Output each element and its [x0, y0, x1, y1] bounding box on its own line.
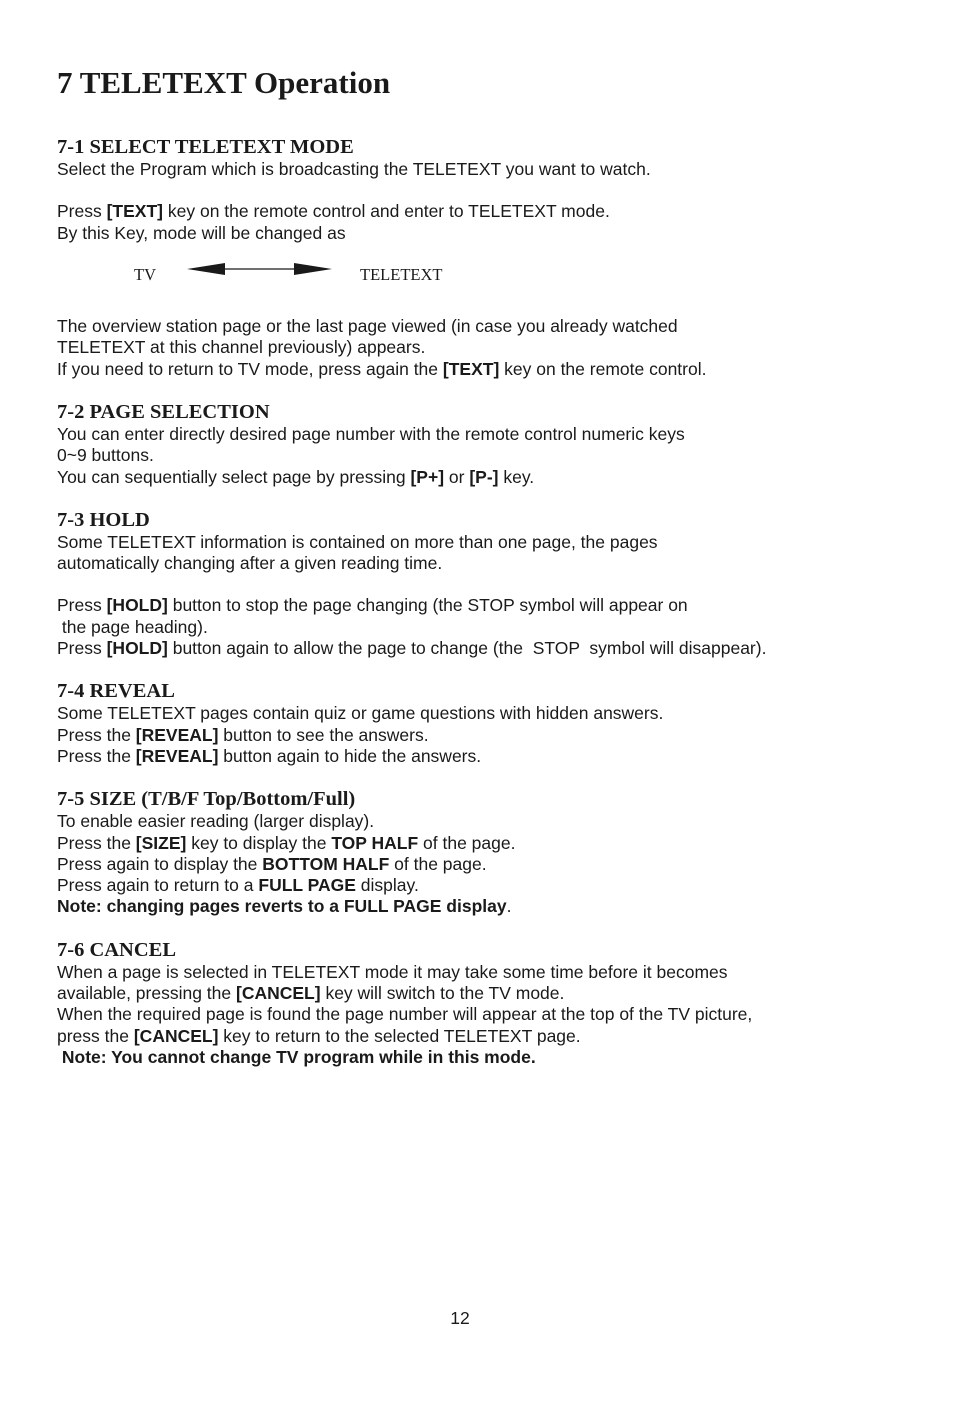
emphasis: FULL PAGE	[258, 875, 356, 896]
key-label: [SIZE]	[135, 832, 187, 853]
key-label: [HOLD]	[106, 638, 168, 659]
page-number: 12	[450, 1308, 470, 1328]
key-label: [TEXT]	[106, 201, 163, 222]
paragraph: automatically changing after a given reading time.	[57, 553, 443, 574]
paragraph: Press the [SIZE] key to display the TOP HALF of the page.	[57, 832, 516, 853]
mode-toggle-diagram	[57, 256, 917, 302]
section-page-selection	[57, 400, 917, 488]
paragraph: The overview station page or the last page viewed (in case you already watched	[57, 316, 678, 337]
section-heading: 7-5 SIZE (T/B/F Top/Bottom/Full)	[57, 788, 356, 811]
key-label: [TEXT]	[442, 358, 500, 379]
paragraph: Press again to return to a FULL PAGE display.	[57, 875, 419, 896]
paragraph: Press [TEXT] key on the remote control and enter to TELETEXT mode.	[57, 201, 610, 222]
key-label: [REVEAL]	[135, 745, 219, 766]
paragraph: By this Key, mode will be changed as	[57, 222, 346, 243]
paragraph: press the [CANCEL] key to return to the selected TELETEXT page.	[57, 1025, 581, 1046]
page-title: 7 TELETEXT Operation	[57, 65, 391, 100]
note: Note: You cannot change TV program while in this mode.	[57, 1046, 536, 1067]
section-heading: 7-1 SELECT TELETEXT MODE	[57, 136, 354, 159]
paragraph: Press again to display the BOTTOM HALF of the page.	[57, 853, 487, 874]
paragraph: TELETEXT at this channel previously) appears.	[57, 337, 426, 358]
section-cancel	[57, 938, 917, 1068]
section-heading: 7-6 CANCEL	[57, 938, 177, 961]
paragraph: Press [HOLD] button to stop the page changing (the STOP symbol will appear on	[57, 595, 688, 616]
teletext-label: TELETEXT	[360, 265, 443, 285]
paragraph: When the required page is found the page number will appear at the top of the TV picture,	[57, 1004, 753, 1025]
section-heading: 7-2 PAGE SELECTION	[57, 400, 270, 423]
note: Note: changing pages reverts to a FULL PAGE display.	[57, 896, 512, 917]
manual-page	[57, 64, 917, 1088]
section-reveal	[57, 679, 917, 767]
paragraph: When a page is selected in TELETEXT mode it may take some time before it becomes	[57, 961, 728, 982]
section-hold	[57, 508, 917, 659]
paragraph: Some TELETEXT information is contained on more than one page, the pages	[57, 531, 658, 552]
key-label: [P+]	[410, 466, 445, 487]
paragraph: To enable easier reading (larger display).	[57, 811, 375, 832]
section-heading: 7-4 REVEAL	[57, 680, 175, 703]
paragraph: Press the [REVEAL] button to see the answers.	[57, 724, 429, 745]
tv-label: TV	[134, 265, 156, 285]
section-heading: 7-3 HOLD	[57, 508, 150, 531]
paragraph: Some TELETEXT pages contain quiz or game questions with hidden answers.	[57, 703, 664, 724]
paragraph: the page heading).	[57, 616, 208, 637]
paragraph: Press the [REVEAL] button again to hide the answers.	[57, 745, 482, 766]
emphasis: TOP HALF	[331, 832, 419, 853]
emphasis: BOTTOM HALF	[262, 853, 390, 874]
paragraph: You can enter directly desired page number with the remote control numeric keys	[57, 423, 685, 444]
double-arrow-icon	[187, 262, 332, 276]
paragraph: Press [HOLD] button again to allow the page to change (the STOP symbol will disappear).	[57, 638, 767, 659]
paragraph: 0~9 buttons.	[57, 445, 154, 466]
section-select-teletext-mode	[57, 135, 917, 380]
key-label: [REVEAL]	[135, 724, 219, 745]
paragraph: available, pressing the [CANCEL] key will switch to the TV mode.	[57, 983, 565, 1004]
key-label: [CANCEL]	[236, 983, 321, 1004]
key-label: [CANCEL]	[133, 1025, 219, 1046]
paragraph: If you need to return to TV mode, press again the [TEXT] key on the remote control.	[57, 358, 707, 379]
paragraph: You can sequentially select page by pressing [P+] or [P-] key.	[57, 466, 535, 487]
key-label: [HOLD]	[106, 595, 168, 616]
section-size	[57, 787, 917, 917]
key-label: [P-]	[469, 466, 499, 487]
paragraph: Select the Program which is broadcasting the TELETEXT you want to watch.	[57, 159, 651, 180]
